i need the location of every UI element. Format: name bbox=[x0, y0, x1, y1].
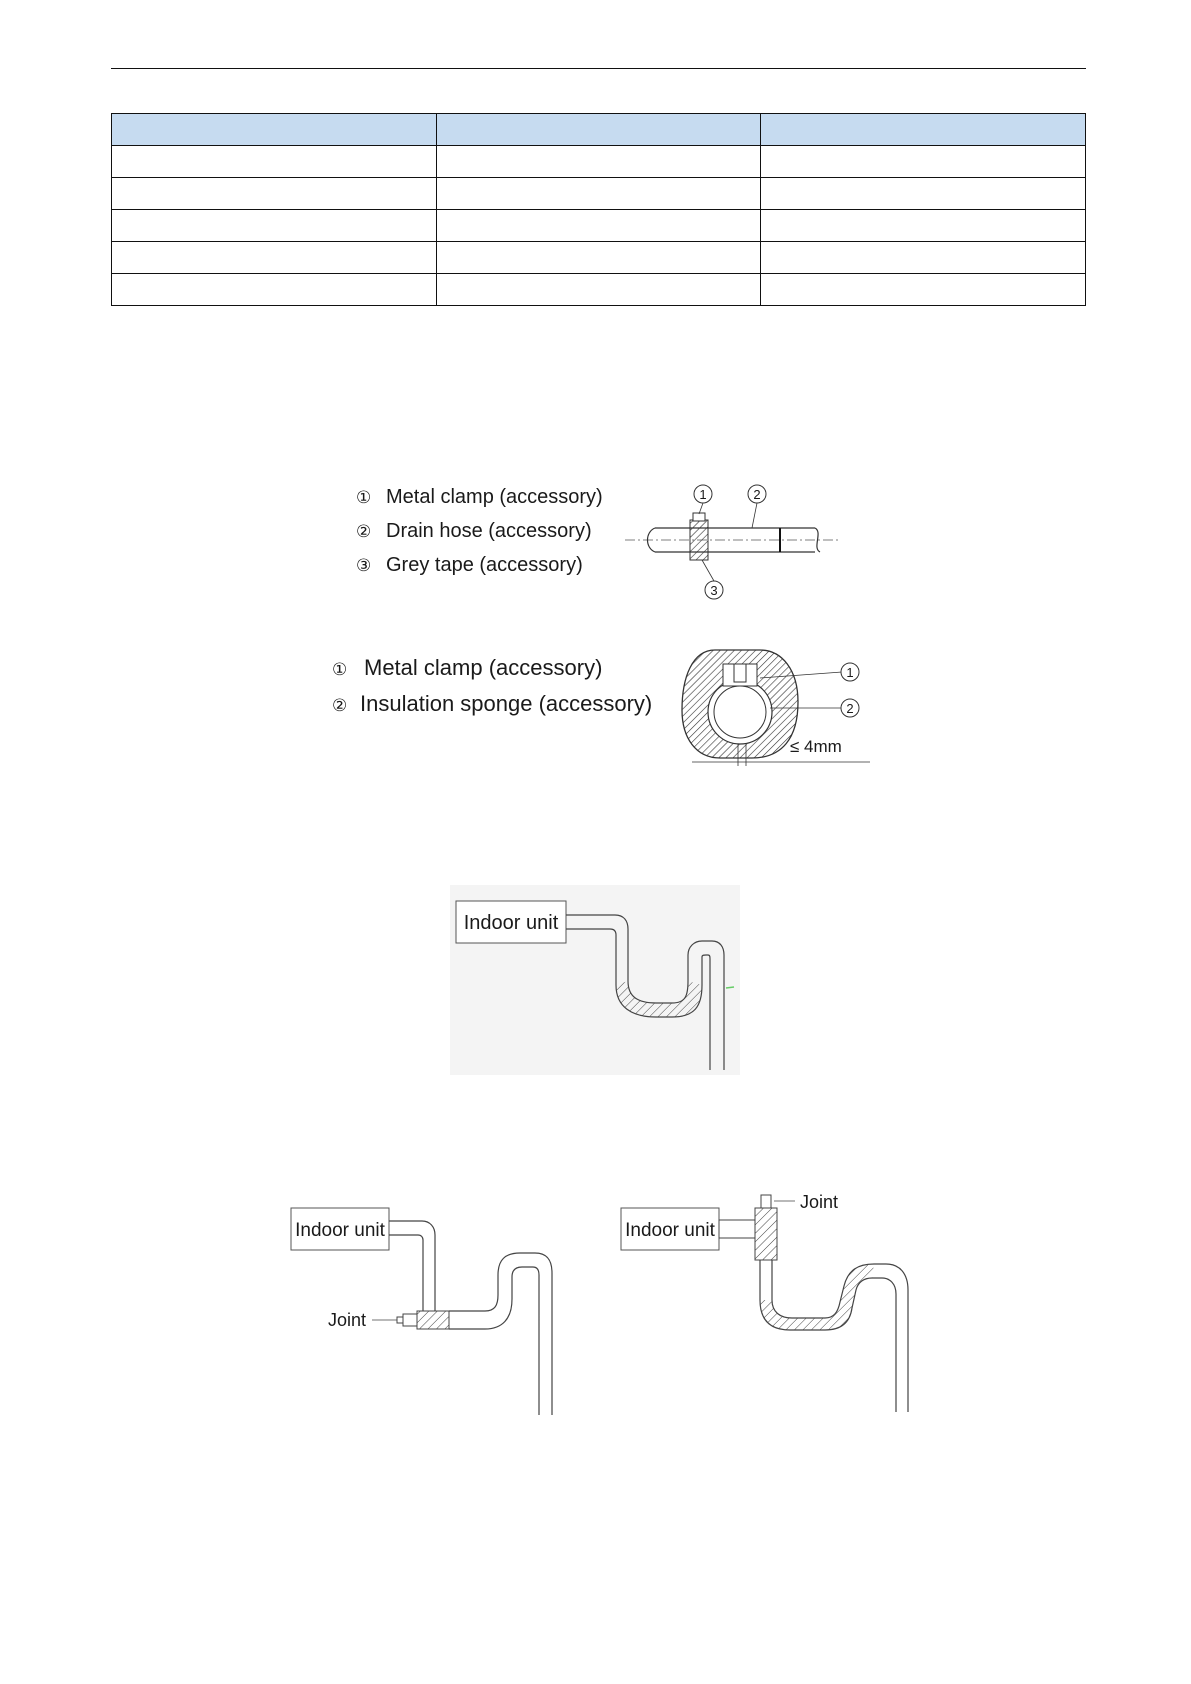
figure-drain-trap bbox=[450, 885, 750, 1075]
legend-drain-hose: Drain hose (accessory) bbox=[386, 520, 592, 542]
drain-hose-drawing bbox=[625, 485, 840, 599]
callout-1: 1 bbox=[699, 487, 707, 502]
indoor-unit-label: Indoor unit bbox=[463, 912, 559, 934]
table-header-row bbox=[112, 114, 1086, 146]
callout-3: 3 bbox=[710, 583, 718, 598]
table-row bbox=[112, 210, 1086, 242]
header-rule bbox=[111, 68, 1086, 69]
table-row bbox=[112, 242, 1086, 274]
table-cell bbox=[761, 242, 1086, 274]
table-header-cell bbox=[761, 114, 1086, 146]
indoor-unit-label: Indoor unit bbox=[295, 1220, 385, 1241]
dimension-label: ≤ 4mm bbox=[790, 737, 842, 756]
table-cell bbox=[112, 210, 437, 242]
table-cell bbox=[112, 178, 437, 210]
legend-num-1: ① bbox=[356, 488, 372, 507]
indoor-unit-label: Indoor unit bbox=[625, 1220, 715, 1241]
table-row bbox=[112, 146, 1086, 178]
legend-num-3: ③ bbox=[356, 556, 372, 575]
table-cell bbox=[436, 242, 761, 274]
table-cell bbox=[761, 210, 1086, 242]
figure-joint-right bbox=[620, 1190, 920, 1430]
table-cell bbox=[761, 274, 1086, 306]
spec-table bbox=[111, 113, 1086, 306]
joint-label: Joint bbox=[800, 1192, 839, 1212]
table-cell bbox=[112, 242, 437, 274]
legend-grey-tape: Grey tape (accessory) bbox=[386, 554, 583, 576]
table-row bbox=[112, 274, 1086, 306]
legend-num-2: ② bbox=[332, 696, 348, 715]
table-cell bbox=[761, 178, 1086, 210]
table-cell bbox=[761, 146, 1086, 178]
table-cell bbox=[112, 146, 437, 178]
table-cell bbox=[436, 210, 761, 242]
callout-2: 2 bbox=[846, 701, 854, 716]
joint-label: Joint bbox=[327, 1310, 366, 1330]
callout-1: 1 bbox=[846, 665, 854, 680]
table-cell bbox=[436, 178, 761, 210]
table-header-cell bbox=[436, 114, 761, 146]
legend-metal-clamp: Metal clamp (accessory) bbox=[386, 486, 603, 508]
table-header-cell bbox=[112, 114, 437, 146]
figure-drain-hose-clamp bbox=[340, 470, 860, 610]
legend-metal-clamp: Metal clamp (accessory) bbox=[364, 655, 603, 680]
table-cell bbox=[436, 274, 761, 306]
figure-insulation-sponge bbox=[320, 640, 880, 770]
figure-joint-left bbox=[290, 1195, 590, 1425]
legend-num-1: ① bbox=[332, 660, 348, 679]
table-cell bbox=[112, 274, 437, 306]
table-row bbox=[112, 178, 1086, 210]
legend-num-2: ② bbox=[356, 522, 372, 541]
sponge-cross-section-drawing bbox=[682, 650, 870, 766]
callout-2: 2 bbox=[753, 487, 761, 502]
table-cell bbox=[436, 146, 761, 178]
legend-insulation-sponge: Insulation sponge (accessory) bbox=[360, 691, 653, 716]
